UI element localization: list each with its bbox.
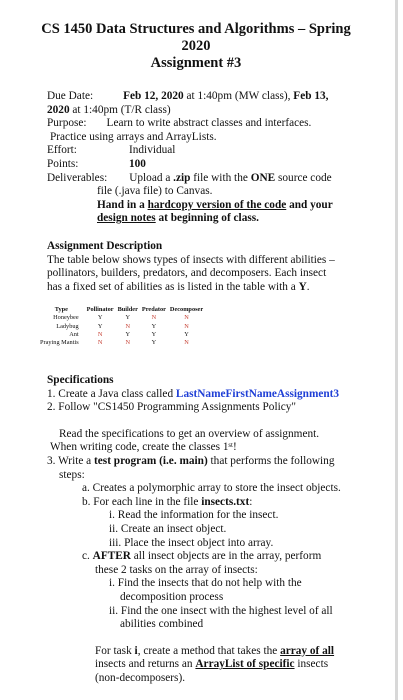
description-heading: Assignment Description (47, 240, 163, 252)
description-line-3 (47, 281, 369, 295)
description-line-2: pollinators, builders, predators, and decomposers. Each insect (47, 267, 327, 280)
spec-item-3b: test program (i.e. main) (94, 454, 208, 467)
task-b: i (134, 644, 138, 657)
due-date-e: at 1:40pm (T/R class) (72, 103, 171, 116)
step-b-iii: iii. Place the insect object into array. (109, 536, 274, 549)
step-c-cont: these 2 tasks on the array of insects: (95, 563, 258, 576)
hand-in-row-2 (47, 212, 369, 226)
hand-c: and your (289, 198, 333, 211)
step-b-file: insects.txt (201, 495, 250, 508)
table-cell-ability: N (125, 322, 131, 330)
hand-e: at beginning of class. (158, 212, 259, 225)
table-cell-ability: Y (125, 330, 131, 338)
description-line-3b: Y (298, 280, 307, 293)
table-cell-ability: Y (125, 314, 131, 322)
table-cell-type: Ladybug (56, 322, 79, 330)
task-g: insects (297, 658, 329, 671)
deliv-c: file with the (193, 171, 248, 184)
table-cell-ability: N (151, 314, 157, 322)
effort-value: Individual (129, 144, 176, 157)
spec-item-1a: 1. Create a Java class called (47, 387, 174, 400)
read-specs-line-2: When writing code, create the classes 1ˢᵗ! (50, 441, 237, 454)
spec-item-3a: 3. Write a (47, 454, 92, 467)
spec-item-3c: that performs the following (210, 454, 335, 467)
table-header-pollinator: Pollinator (86, 306, 114, 313)
deliv-e: source code (278, 171, 332, 184)
due-date-c: Feb 13, (293, 90, 329, 102)
specs-heading: Specifications (47, 374, 114, 386)
table-cell-ability: Y (184, 330, 189, 338)
hand-a: Hand in a (97, 198, 145, 211)
due-date-row (47, 90, 369, 104)
task-e: insects and returns an (95, 658, 193, 671)
description-line-3c: . (306, 280, 310, 293)
table-cell-ability: N (184, 314, 189, 322)
deliv-zip: .zip (173, 171, 191, 184)
table-cell-ability: N (125, 339, 131, 347)
purpose-cont: Practice using arrays and ArrayLists. (50, 130, 217, 143)
table-header-predator: Predator (141, 306, 166, 313)
table-header-type: Type (54, 306, 68, 313)
table-cell-type: Ant (69, 330, 79, 338)
purpose-value: Learn to write abstract classes and interfaces. (106, 117, 312, 130)
table-row (38, 314, 205, 322)
step-b-c: : (249, 495, 253, 508)
deliv-a: Upload a (129, 171, 171, 184)
deliv-one: ONE (250, 171, 276, 184)
table-cell-ability: N (97, 339, 103, 347)
table-cell-ability: Y (151, 330, 157, 338)
read-specs-line-1: Read the specifications to get an overview of assignment. (59, 427, 320, 440)
points-row (47, 158, 369, 172)
spec-item-3 (47, 455, 377, 469)
task-a: For task (95, 644, 132, 657)
hand-d: design notes (97, 212, 156, 225)
title-line-1: CS 1450 Data Structures and Algorithms – Spring (41, 21, 351, 37)
table-cell-ability: N (184, 322, 189, 330)
table-row (38, 323, 205, 331)
purpose-label: Purpose: (47, 117, 87, 130)
table-cell-ability: Y (97, 322, 103, 330)
points-label: Points: (47, 157, 79, 170)
step-c-after: AFTER (92, 550, 131, 563)
step-c-a: c. (82, 550, 90, 563)
task-note-3: (non-decomposers). (95, 671, 186, 684)
points-value: 100 (129, 157, 146, 170)
table-header-row (38, 306, 205, 314)
description-line-1: The table below shows types of insects with different abilities – (47, 253, 335, 266)
assignment-description (47, 240, 369, 294)
step-b-a: b. For each line in the file (82, 495, 199, 508)
table-cell-ability: Y (151, 322, 157, 330)
step-b-ii: ii. Create an insect object. (109, 522, 227, 535)
due-date-row-2 (47, 104, 369, 118)
step-b-i: i. Read the information for the insect. (109, 509, 279, 522)
effort-row (47, 144, 369, 158)
task-note-2 (47, 658, 377, 672)
page-edge-rule (395, 0, 398, 700)
effort-label: Effort: (47, 144, 77, 157)
step-c-c: all insect objects are in the array, perform (133, 550, 322, 563)
table-header-decomposer: Decomposer (169, 306, 204, 313)
table-header-builder: Builder (117, 306, 138, 313)
step-c (47, 550, 377, 564)
table-row (38, 339, 205, 347)
task-c: , create a method that takes the (137, 644, 278, 657)
spec-item-1 (47, 388, 377, 402)
document-title (0, 21, 392, 72)
table-cell-ability: N (184, 339, 189, 347)
spec-item-3-cont: steps: (59, 468, 85, 481)
description-line-3a: has a fixed set of abilities as is listed in the table with a (47, 280, 296, 293)
abilities-table-wrap (38, 306, 205, 347)
due-date-b: at 1:40pm (MW class), (186, 90, 291, 102)
step-b (47, 496, 377, 510)
table-cell-type: Praying Mantis (40, 339, 79, 347)
table-cell-ability: N (97, 330, 103, 338)
step-c-i: i. Find the insects that do not help with the (109, 577, 302, 590)
due-date-a: Feb 12, 2020 (123, 90, 184, 102)
table-cell-type: Honeybee (53, 314, 79, 322)
step-a: a. Creates a polymorphic array to store the insect objects. (82, 482, 341, 495)
title-line-2: 2020 (181, 38, 211, 54)
step-c-ii: ii. Find the one insect with the highest level of all (109, 604, 333, 617)
table-cell-ability: Y (151, 339, 157, 347)
step-c-i-cont: decomposition process (120, 590, 224, 603)
step-c-ii-cont: abilities combined (120, 618, 204, 631)
hand-b: hardcopy version of the code (147, 198, 287, 211)
purpose-row (47, 117, 369, 131)
abilities-table (38, 306, 205, 347)
deliv-cont: file (.java file) to Canvas. (97, 185, 213, 198)
spec-class-name: LastNameFirstNameAssignment3 (175, 387, 340, 400)
deliverables-row (47, 172, 369, 186)
task-note (47, 645, 377, 659)
due-date-d: 2020 (47, 103, 70, 116)
task-f: ArrayList of specific (195, 658, 295, 671)
title-line-3: Assignment #3 (150, 55, 242, 71)
table-cell-ability: Y (97, 314, 103, 322)
spec-item-2: 2. Follow "CS1450 Programming Assignments Policy" (47, 401, 296, 414)
hand-in-row (47, 199, 369, 213)
specifications (47, 374, 377, 685)
deliverables-label: Deliverables: (47, 171, 108, 184)
task-d: array of all (280, 644, 335, 657)
due-date-label: Due Date: (47, 90, 94, 102)
header-info (47, 90, 369, 226)
table-row (38, 331, 205, 339)
